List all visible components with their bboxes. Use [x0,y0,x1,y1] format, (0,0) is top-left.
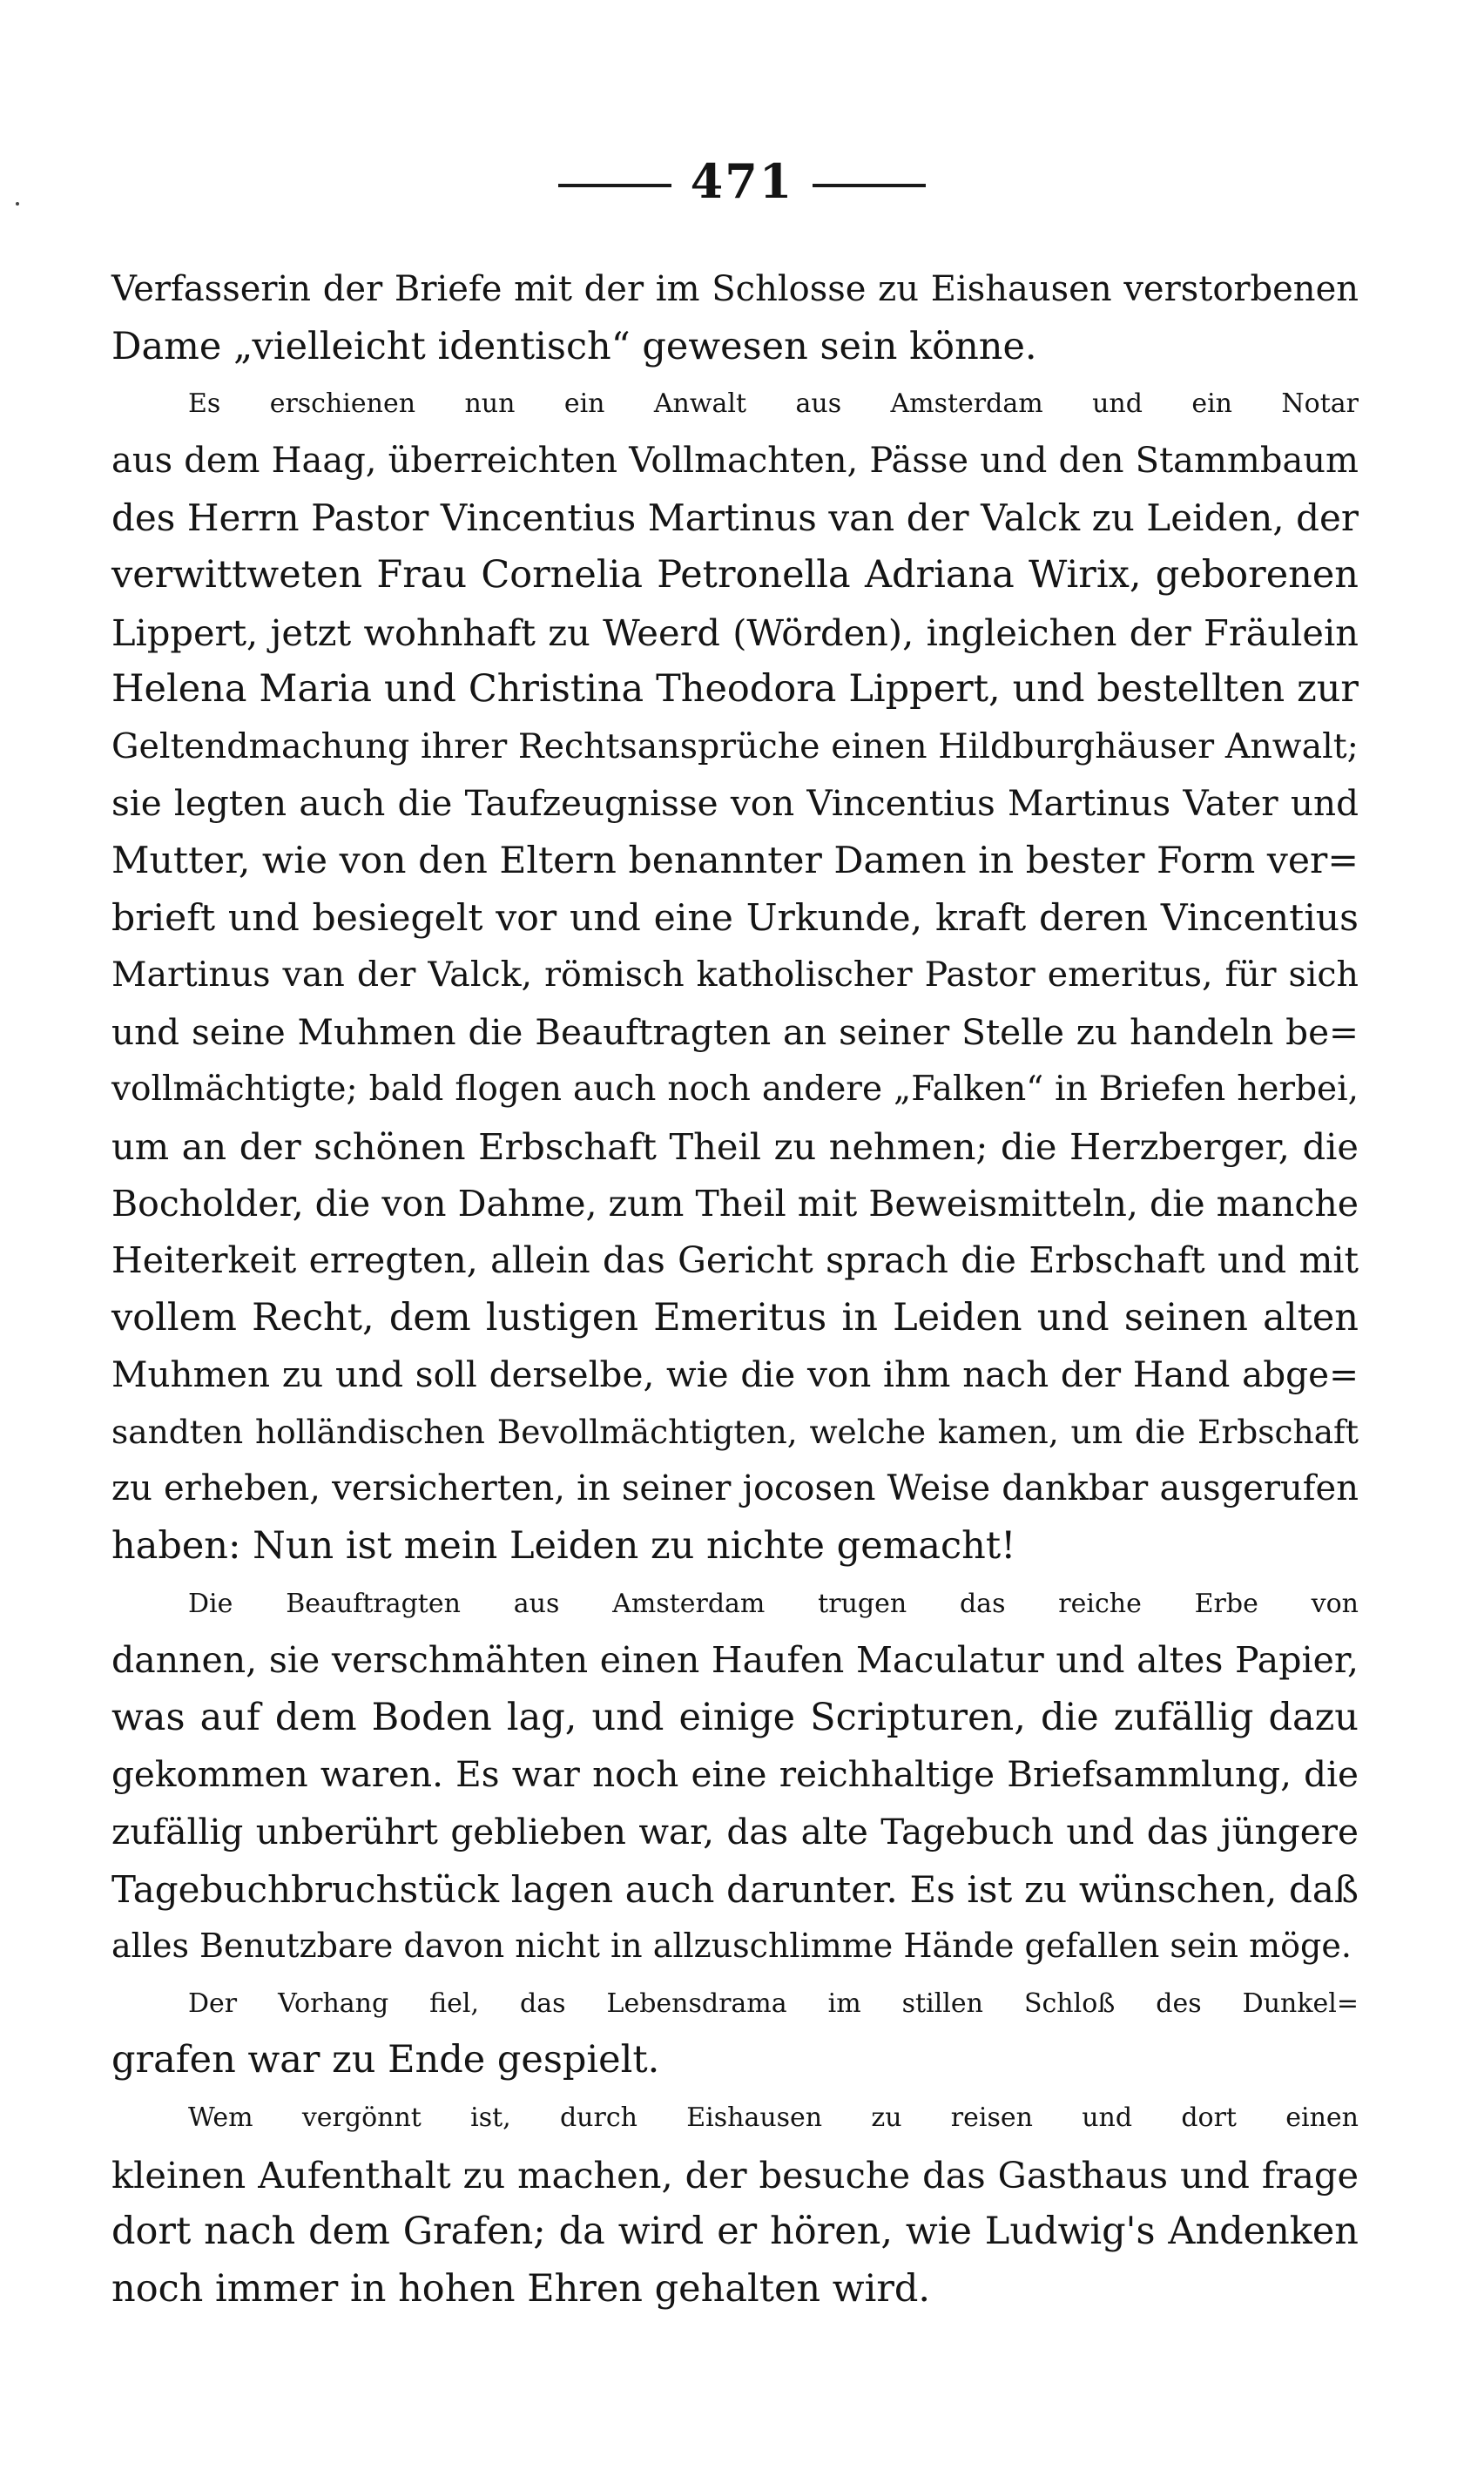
text-line: zufällig unberührt geblieben war, das alte Tagebuch und das jüngere [111,1811,1359,1853]
text-line: Wem vergönnt ist, durch Eishausen zu reisen und dort einen [188,2102,1359,2133]
paragraph [111,1576,1359,1975]
text-line: Bocholder, die von Dahme, zum Theil mit Beweismitteln, die manche [111,1182,1359,1225]
text-line: Mutter, wie von den Eltern benannter Damen in bester Form ver= [111,839,1359,882]
paragraph [111,375,1359,1575]
page-header [0,146,1484,216]
text-line: sie legten auch die Taufzeugnisse von Vincentius Martinus Vater und [111,782,1359,825]
text-line: was auf dem Boden lag, und einige Scripturen, die zufällig dazu [111,1695,1359,1739]
body-text [111,261,1359,2318]
text-line: zu erheben, versicherten, in seiner jocosen Weise dankbar ausgerufen [111,1468,1359,1509]
text-line: um an der schönen Erbschaft Theil zu nehmen; die Herzberger, die [111,1124,1359,1168]
text-line: und seine Muhmen die Beauftragten an seiner Stelle zu handeln be= [111,1010,1359,1053]
text-line: aus dem Haag, überreichten Vollmachten, Pässe und den Stammbaum [111,440,1359,481]
text-line: gekommen waren. Es war noch eine reichhaltige Briefsammlung, die [111,1753,1359,1796]
text-line: dort nach dem Grafen; da wird er hören, wie Ludwig's Andenken [111,2210,1359,2254]
text-line: des Herrn Pastor Vincentius Martinus van der Valck zu Leiden, der [111,496,1359,540]
header-dash-right [813,184,926,187]
paragraph [111,261,1359,375]
text-line: Der Vorhang fiel, das Lebensdrama im stillen Schloß des Dunkel= [188,1987,1359,2019]
text-line: Geltendmachung ihrer Rechtsansprüche einen Hildburghäuser Anwalt; [111,725,1359,766]
text-line: sandten holländischen Bevollmächtigten, welche kamen, um die Erbschaft [111,1412,1359,1451]
text-line: verwittweten Frau Cornelia Petronella Adriana Wirix, geborenen [111,552,1359,597]
text-line: Muhmen zu und soll derselbe, wie die von ihm nach der Hand abge= [111,1353,1359,1396]
text-line: Die Beauftragten aus Amsterdam trugen das reiche Erbe von [188,1588,1359,1619]
text-line: vollem Recht, dem lustigen Emeritus in Leiden und seinen alten [111,1295,1359,1340]
text-line: Tagebuchbruchstück lagen auch darunter. Es ist zu wünschen, daß [111,1867,1359,1911]
paragraph [111,2089,1359,2318]
text-line: grafen war zu Ende gespielt. [111,2038,660,2082]
text-line: vollmächtigte; bald flogen auch noch andere „Falken“ in Briefen herbei, [111,1070,1359,1110]
text-line: alles Benutzbare davon nicht in allzuschlimme Hände gefallen sein möge. [111,1927,1352,1966]
text-line: Dame „vielleicht identisch“ gewesen sein könne. [111,324,1037,368]
text-line: Helena Maria und Christina Theodora Lippert, und bestellten zur [111,667,1359,712]
text-line: Martinus van der Valck, römisch katholischer Pastor emeritus, für sich [111,955,1359,995]
text-line: brieft und besiegelt vor und eine Urkunde, kraft deren Vincentius [111,896,1359,940]
header-dash-left [558,184,671,187]
paragraph [111,1975,1359,2089]
text-line: Lippert, jetzt wohnhaft zu Weerd (Wörden), ingleichen der Fräulein [111,611,1359,654]
text-line: Es erschienen nun ein Anwalt aus Amsterdam und ein Notar [188,388,1359,420]
text-line: haben: Nun ist mein Leiden zu nichte gemacht! [111,1524,1016,1569]
text-line: Heiterkeit erregten, allein das Gericht sprach die Erbschaft und mit [111,1239,1359,1282]
text-line: kleinen Aufenthalt zu machen, der besuche das Gasthaus und frage [111,2153,1359,2197]
text-line: noch immer in hohen Ehren gehalten wird. [111,2266,931,2311]
text-line: dannen, sie verschmähten einen Haufen Maculatur und altes Papier, [111,1639,1359,1682]
page-number: 471 [690,153,794,209]
text-line: Verfasserin der Briefe mit der im Schlosse zu Eishausen verstorbenen [111,269,1359,309]
